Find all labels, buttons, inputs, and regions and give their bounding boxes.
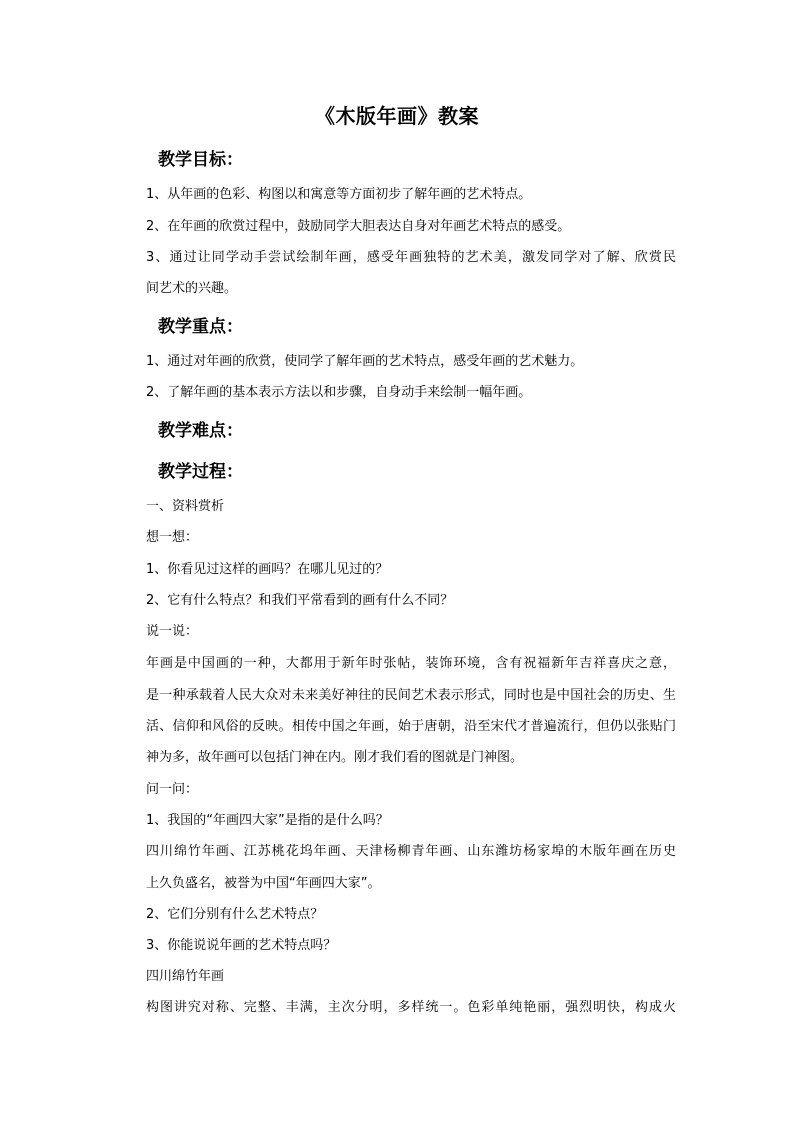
mianzhu-description: 构图讲究对称、完整、丰满，主次分明，多样统一。色彩单纯艳丽，强烈明快，构成火	[146, 1000, 676, 1015]
say-paragraph-line-4: 神为多，故年画可以包括门神在内。刚才我们看的图就是门神图。	[146, 750, 524, 765]
say-paragraph-line-2: 是一种承载着人民大众对未来美好神往的民间艺术表示形式，同时也是中国社会的历史、生	[146, 688, 676, 703]
ask-question-1: 1、我国的“年画四大家”是指的是什么吗？	[146, 813, 389, 828]
key-point-item-2: 2、了解年画的基本表示方法以和步骤，自身动手来绘制一幅年画。	[146, 385, 532, 400]
ask-question-3: 3、你能说说年画的艺术特点吗？	[146, 938, 337, 953]
ask-question-2: 2、它们分别有什么艺术特点？	[146, 907, 324, 922]
say-label: 说一说：	[146, 624, 199, 639]
say-paragraph-line-1: 年画是中国画的一种，大都用于新年时张帖，装饰环境，含有祝福新年吉祥喜庆之意，	[146, 656, 676, 671]
think-label: 想一想：	[146, 530, 199, 545]
think-question-1: 1、你看见过这样的画吗？在哪儿见过的？	[146, 562, 389, 577]
heading-teaching-goals: 教学目标：	[158, 150, 243, 170]
goal-item-1: 1、从年画的色彩、构图以和寓意等方面初步了解年画的艺术特点。	[146, 187, 532, 202]
goal-item-2: 2、在年画的欣赏过程中，鼓励同学大胆表达自身对年画艺术特点的感受。	[146, 219, 571, 234]
key-point-item-1: 1、通过对年画的欣赏，使同学了解年画的艺术特点，感受年画的艺术魅力。	[146, 354, 584, 369]
goal-item-3: 3、通过让同学动手尝试绘制年画，感受年画独特的艺术美，激发同学对了解、欣赏民	[146, 250, 676, 265]
ask-answer-1-line-2: 上久负盛名，被誉为中国“年画四大家”。	[146, 876, 381, 891]
heading-difficulties: 教学难点：	[158, 421, 243, 441]
ask-label: 问一问：	[146, 782, 199, 797]
document-title: 《木版年画》教案	[315, 104, 479, 128]
heading-key-points: 教学重点：	[158, 317, 243, 337]
say-paragraph-line-3: 活、信仰和风俗的反映。相传中国之年画，始于唐朝，沿至宋代才普遍流行，但仍以张贴门	[146, 719, 676, 734]
goal-item-3-continued: 间艺术的兴趣。	[146, 281, 238, 296]
think-question-2: 2、它有什么特点？和我们平常看到的画有什么不同？	[146, 593, 454, 608]
process-section-1: 一、资料赏析	[146, 499, 225, 514]
heading-teaching-process: 教学过程：	[158, 462, 243, 482]
mianzhu-label: 四川绵竹年画	[146, 969, 225, 984]
ask-answer-1-line-1: 四川绵竹年画、江苏桃花坞年画、天津杨柳青年画、山东潍坊杨家埠的木版年画在历史	[146, 844, 676, 859]
